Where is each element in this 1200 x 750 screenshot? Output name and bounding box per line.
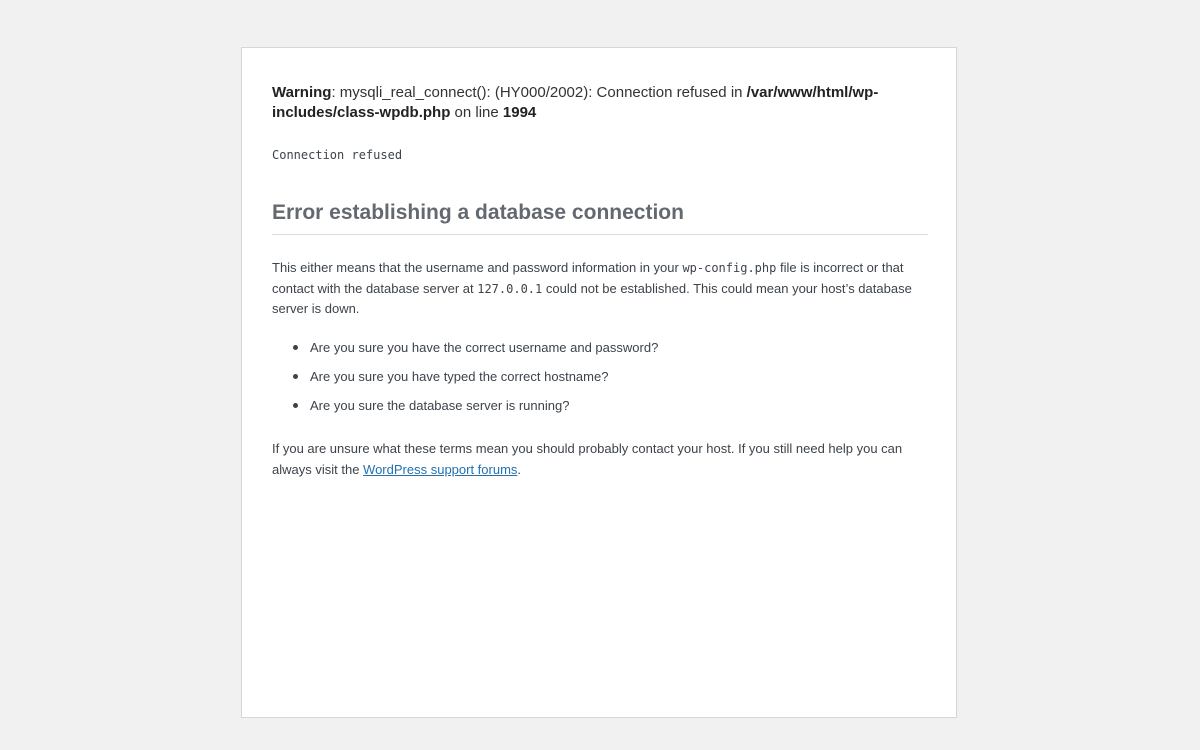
- list-item-text: Are you sure you have the correct username and password?: [310, 340, 659, 355]
- list-item-text: Are you sure you have typed the correct hostname?: [310, 369, 609, 384]
- warning-line-number: 1994: [502, 104, 537, 121]
- explanation-text-3: could not be established. This could mean your host’s database server is down.: [272, 280, 912, 316]
- config-file-name: wp-config.php: [682, 261, 777, 275]
- warning-on-line-text: on line: [450, 104, 503, 121]
- warning-label: Warning: [272, 84, 332, 101]
- list-item: [272, 367, 912, 396]
- help-text-2: .: [517, 461, 522, 477]
- warning-file-path: /var/www/html/wp-includes/class-wpdb.php: [272, 84, 879, 121]
- bullet-icon: [293, 403, 298, 408]
- explanation-text-2: file is incorrect or that contact with the database server at: [272, 260, 904, 296]
- support-forums-link[interactable]: WordPress support forums: [363, 461, 518, 477]
- bullet-icon: [293, 345, 298, 350]
- list-item: [272, 338, 912, 367]
- page-title: Error establishing a database connection: [272, 201, 684, 224]
- explanation-paragraph: [272, 258, 922, 320]
- help-text-1: If you are unsure what these terms mean you should probably contact your host. If you still need help you can always visit the: [272, 441, 903, 477]
- explanation-text-1: This either means that the username and password information in your: [272, 260, 683, 275]
- list-item: [272, 396, 912, 425]
- connection-error-text: Connection refused: [272, 148, 403, 162]
- warning-message: : mysqli_real_connect(): (HY000/2002): Connection refused in: [331, 84, 747, 101]
- troubleshooting-list: [272, 338, 912, 425]
- php-warning: [272, 83, 922, 123]
- heading-divider: [272, 234, 928, 235]
- error-panel: [241, 47, 957, 718]
- database-host: 127.0.0.1: [477, 281, 543, 296]
- bullet-icon: [293, 374, 298, 379]
- help-paragraph: [272, 439, 922, 480]
- list-item-text: Are you sure the database server is running?: [310, 398, 570, 413]
